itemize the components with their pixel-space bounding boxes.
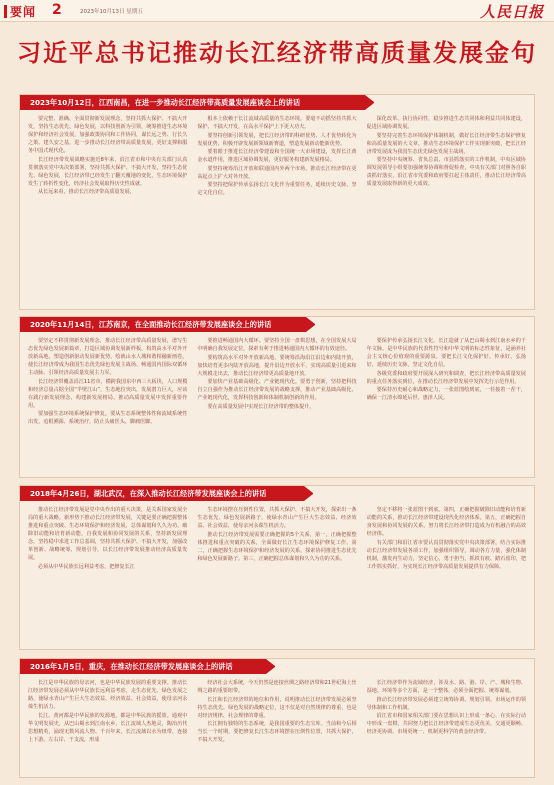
article-paragraph: 必须从中华民族长远利益考虑，把修复长江	[38, 563, 135, 570]
article-column	[367, 679, 526, 771]
article-paragraph: 长江是中华民族的母亲河，也是中华民族发展的重要支撑。推动长江经济带发展必须从中华民族长远利益考虑，走生态优先、绿色发展之路，使绿水青山产生巨大生态效益、经济效益、社会效益，使母亲河永葆生机活力。	[28, 680, 188, 711]
article-paragraph: 要构筑高水平对外开放新高地。要统筹沿海沿江沿边和内陆开放，加快培育更多内陆开放高地，提升沿边开放水平，实现高质量引进来和大规模走出去，推动长江经济带更高质量地开放。	[197, 354, 357, 377]
article-paragraph: 各级党委和政府要开展深入研究和调查，把长江经济带高质量发展的重点任务落实到位，在推动长江经济带发展中发挥先行示范作用。	[366, 370, 526, 385]
article-paragraph: 要坚持创新引领发展，把长江经济带的科研优势、人才优势转化为发展优势，积极开辟发展新领域新赛道，塑造发展新动能新优势。	[197, 132, 357, 147]
article-column	[28, 337, 187, 471]
section-title-bar: 2016年1月5日，重庆，在推动长江经济带发展座谈会上的讲话	[20, 659, 266, 674]
newspaper-logo: 人民日报	[479, 3, 544, 21]
article-column	[197, 679, 356, 771]
article-paragraph: 要完整、准确、全面贯彻新发展理念，坚持共抓大保护、不搞大开发，坚持生态优先、绿色发展，以科技创新为引领，统筹推进生态环境保护和经济社会发展，加强政策协同和工作协同，谋长远之势、行长久之策、建久安之基，进一步推动长江经济带高质量发展，更好支撑和服务中国式现代化。	[28, 116, 188, 155]
article-paragraph: 要在高质量发展中实现长江经济带的整体提升。	[207, 403, 315, 410]
section-title-bar: 2020年11月14日，江苏南京，在全面推动长江经济带发展座谈会上的讲话	[20, 317, 306, 332]
article-column	[367, 506, 526, 643]
article-paragraph: 长江经济带作为流域经济，涉及水、路、港、岸、产、城和生物、湿地、环境等多个方面，是一个整体，必须全面把握、统筹谋划。	[366, 680, 526, 695]
article-paragraph: 推动长江经济带发展是党中央作出的重大决策，是关系国家发展全局的重大战略。新形势下推动长江经济带发展，关键是要正确把握整体推进和重点突破、生态环境保护和经济发展、总体谋划和久久为功、破除旧动能和培育新动能、自我发展和协同发展的关系，坚持新发展理念，坚持稳中求进工作总基调，坚持共抓大保护、不搞大开发，加强改革创新、战略统筹、规划引导，以长江经济带发展推动经济高质量发展。	[28, 507, 188, 562]
article-paragraph: 要加快产业基础高级化、产业链现代化。要勇于创新，坚持把科技自立自强作为推动长江经济带发展的战略支撑，推动产业基础高级化、产业链现代化，发挥科技创新和体制机制创新的作用。	[197, 379, 357, 402]
article-paragraph: 长江经济带发展战略实施近8年来，沿江省市和中央有关部门认真贯彻落实党中央决策部署，坚持共抓大保护、不搞大开发，坚持生态优先、绿色发展，长江经济带已经发生了翻天覆地的变化，生态环境保护发生了转折性变化，经济社会发展取得历史性成就。	[28, 156, 188, 187]
article-paragraph: 长江和长江经济带的地位和作用，说明推动长江经济带发展必须坚持生态优先、绿色发展的战略定位，这不仅是对自然规律的尊重，也是对经济规律、社会规律的尊重。	[197, 696, 357, 719]
article-paragraph: 要坚持统筹沿江开放和联通国内外两个市场，推动长江经济带在更高起点上扩大对外开放。	[197, 165, 357, 180]
article-section-2016	[19, 658, 535, 778]
article-paragraph: 要坚持完善生态环境保护体制机制，做好长江经济带生态保护修复和高质量发展的大文章，推动生态环境保护工作实现新突破，把长江经济带发展成为我国生态优先绿色发展主战场。	[366, 132, 526, 155]
article-column	[367, 337, 526, 471]
article-columns	[28, 679, 526, 771]
article-paragraph: 长江拥有独特的生态系统，是我国重要的生态宝库。当前和今后相当长一个时期，要把修复长江生态环境摆在压倒性位置，共抓大保护，不搞大开发。	[197, 721, 357, 744]
article-paragraph: 沿江省市和国家相关部门要在思想认识上形成一条心，在实际行动中形成一盘棋，共同努力把长江经济带建成生态更优美、交通更顺畅、经济更协调、市场更统一、机制更科学的黄金经济带。	[366, 713, 526, 736]
article-paragraph: 推动长江经济带发展必须建立统筹协调、规划引领、市场运作的领导体制和工作机制。	[366, 696, 526, 711]
page-header	[0, 0, 554, 22]
article-columns	[28, 115, 526, 303]
article-section-2023	[19, 94, 535, 310]
section-name: 要闻	[10, 5, 37, 19]
article-column	[197, 337, 356, 471]
article-columns	[28, 506, 526, 643]
page-number: 2	[52, 2, 62, 18]
article-paragraph: 有关部门和沿江省市要认真贯彻落实党中央决策部署，结合实际推动长江经济带发展各项工作，加强组织领导，调动各方力量，强化体制机制，激发内生动力，坚定信心，勇于担当，抓铁有痕、踏石留印，把工作抓实抓好，为实现长江经济带高质量发展提供有力保障。	[366, 539, 526, 570]
article-paragraph: 生态环境摆在压倒性位置，共抓大保护、不搞大开发，探索出一条生态优先、绿色发展新路子，使绿水青山产生巨大生态效益、经济效益、社会效益，使母亲河永葆生机活力。	[197, 507, 357, 530]
article-column	[197, 115, 356, 303]
article-column	[367, 115, 526, 303]
article-columns	[28, 337, 526, 471]
article-section-2018	[19, 485, 535, 650]
title-bar-tail	[306, 317, 315, 332]
headline-text: 习近平总书记推动长江经济带高质量发展金句	[17, 39, 537, 67]
section-title-bar: 2018年4月26日，湖北武汉，在深入推动长江经济带发展座谈会上的讲话	[20, 486, 304, 501]
article-paragraph: 坚定不移将一张蓝图干到底。第四，正确把握破除旧动能和培育新动能的关系，推动长江经济带建设现代化经济体系。第五，正确把握自身发展和协同发展的关系，努力将长江经济带打造成为有机融合的高效经济体。	[366, 507, 526, 538]
section-marker	[4, 5, 7, 18]
section-title-bar: 2023年10月12日，江西南昌，在进一步推动长江经济带高质量发展座谈会上的讲话	[20, 95, 365, 110]
article-column	[28, 115, 187, 303]
title-bar-tail	[266, 659, 275, 674]
article-paragraph: 经济社会大系统，今天仍然是连接丝绸之路经济带和21世纪海上丝绸之路的重要纽带。	[197, 680, 357, 695]
article-paragraph: 要加强生态环境系统保护修复。要从生态系统整体性和流域系统性出发，追根溯源、系统治疗，防止头痛医头、脚痛医脚。	[28, 411, 188, 426]
article-column	[28, 679, 187, 771]
article-paragraph: 要着眼于推进长江经济带建设和全国统一大市场建设，发挥长江黄金水道作用，推进区域协调发展，更好服务构建新发展格局。	[197, 149, 357, 164]
article-paragraph: 要保持历史耐心和战略定力，一张蓝图绘到底，一茬接着一茬干，确保一江清水绵延后世、惠泽人民。	[366, 387, 526, 402]
article-paragraph: 长江经济带覆盖沿江11省市，横跨我国东中西三大板块，人口规模和经济总量占据全国“半壁江山”，生态地位突出，发展潜力巨大，应该在践行新发展理念、构建新发展格局、推动高质量发展中发挥重要作用。	[28, 378, 188, 409]
article-paragraph: 从长远来看，推动长江经济带高质量发展，	[38, 189, 135, 196]
article-paragraph: 要坚定不移贯彻新发展理念，推动长江经济带高质量发展，谱写生态优先绿色发展新篇章，打造区域协调发展新样板，构筑高水平对外开放新高地，塑造创新驱动发展新优势，绘就山水人城和谐相融新画卷，使长江经济带成为我国生态优先绿色发展主战场、畅通国内国际双循环主动脉、引领经济高质量发展主力军。	[28, 338, 188, 377]
title-bar-tail	[365, 95, 374, 110]
article-paragraph: 要保护传承弘扬长江文化。长江造就了从巴山蜀水到江南水乡的千年文脉，是中华民族的代表性符号和中华文明的标志性象征，是涵养社会主义核心价值观的重要源泉。要把长江文化保护好、传承好、弘扬好，延续历史文脉，坚定文化自信。	[366, 338, 526, 369]
article-paragraph: 根本上依赖于长江流域高质量的生态环境。要毫不动摇坚持共抓大保护、不搞大开发，在高水平保护上下更大功夫。	[197, 116, 357, 131]
article-paragraph: 要坚持中央统筹、省负总责、市县抓落实的工作机制，中央区域协调发展领导小组要加强统筹协调和督促检查，中央有关部门对照各自职责抓好落实，沿江省市党委和政府要扛起主体责任，推动长江经济带高质量发展取得新的更大成效。	[366, 157, 526, 188]
article-paragraph: 深化改革、执行协同性，稳步推进生态共同体和利益共同体建设，促进区域协调发展。	[366, 116, 526, 131]
article-paragraph: 推动长江经济带发展需要正确把握的5个关系，第一，正确把握整体推进和重点突破的关系，全面做好长江生态环境保护修复工作。第二，正确把握生态环境保护和经济发展的关系，探索协同推进生态优先和绿色发展新路子。第三，正确把握总体谋划和久久为功的关系。	[197, 531, 357, 562]
article-paragraph: 要推进畅通国内大循环。要坚持全国一盘棋思想，在全国发展大局中明确自我发展定位，探索有利于推进畅通国内大循环的有效途径。	[197, 338, 357, 353]
article-column	[28, 506, 187, 643]
title-bar-tail	[304, 486, 313, 501]
article-section-2020	[19, 316, 535, 478]
article-paragraph: 长江、黄河都是中华民族的发源地，都是中华民族的摇篮。通观中华文明发展史，从巴山蜀水到江南水乡，长江流域人杰地灵，陶冶历代思想精英，涌现无数风流人物。千百年来，长江流域以水为纽带，连接上下游、左右岸、干支流，形成	[28, 712, 188, 743]
headline	[0, 28, 554, 78]
issue-date: 2023年10月13日 星期五	[80, 9, 143, 15]
article-column	[197, 506, 356, 643]
article-paragraph: 要坚持把保护传承弘扬长江文化作为重要任务，延续历史文脉，坚定文化自信。	[197, 182, 357, 197]
